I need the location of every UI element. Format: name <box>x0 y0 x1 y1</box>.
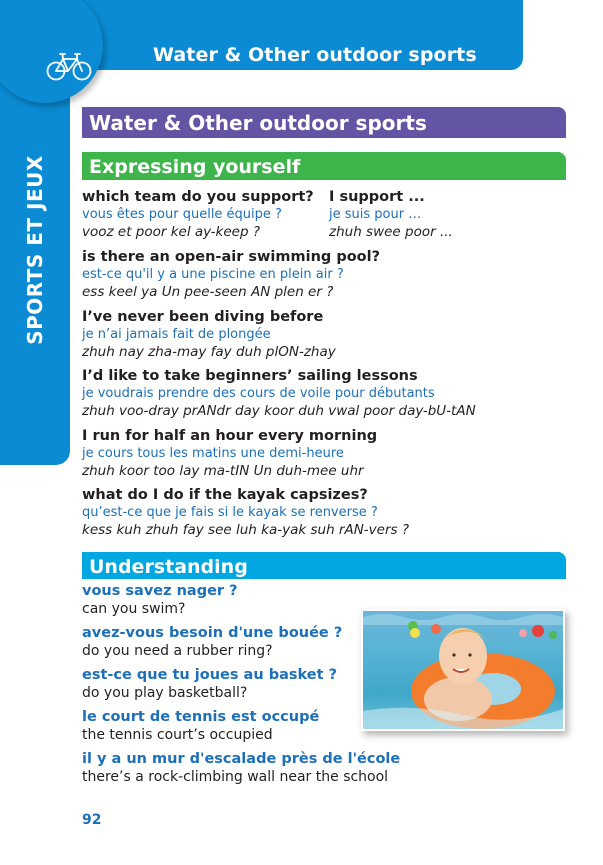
phrase-item <box>82 428 377 480</box>
understanding-english: the tennis court’s occupied <box>82 727 273 743</box>
phrase-phonetic: zhuh swee poor ... <box>329 224 453 240</box>
understanding-french: est-ce que tu joues au basket ? <box>82 667 337 683</box>
phrase-english: which team do you support? <box>82 189 314 205</box>
side-label <box>10 110 60 450</box>
understanding-item <box>82 708 319 744</box>
child-in-ring-illustration <box>363 611 563 729</box>
phrase-phonetic: vooz et poor kel ay-keep ? <box>82 224 260 240</box>
understanding-english: do you play basketball? <box>82 685 248 701</box>
phrase-english: I’d like to take beginners’ sailing lessons <box>82 368 418 384</box>
understanding-english: can you swim? <box>82 601 186 617</box>
phrase-french: vous êtes pour quelle équipe ? <box>82 207 282 222</box>
phrase-english: is there an open-air swimming pool? <box>82 249 381 265</box>
photo-image <box>363 611 563 729</box>
phrase-phonetic: kess kuh zhuh fay see luh ka-yak suh rAN-vers ? <box>82 522 410 538</box>
phrase-french: je voudrais prendre des cours de voile pour débutants <box>82 386 435 401</box>
phrase-item <box>82 487 409 539</box>
phrase-phonetic: zhuh nay zha-may fay duh plON-zhay <box>82 344 336 360</box>
understanding-item <box>82 750 400 786</box>
page-number: 92 <box>82 812 102 828</box>
understanding-french: vous savez nager ? <box>82 583 238 599</box>
phrase-english: I’ve never been diving before <box>82 309 324 325</box>
understanding-english: do you need a rubber ring? <box>82 643 273 659</box>
understanding-english: there’s a rock-climbing wall near the school <box>82 769 389 785</box>
understanding-french: avez-vous besoin d'une bouée ? <box>82 625 343 641</box>
phrase-phonetic: zhuh koor too lay ma-tIN Un duh-mee uhr <box>82 463 364 479</box>
understanding-heading: Understanding <box>82 552 566 579</box>
phrase-french: je n’ai jamais fait de plongée <box>82 327 271 342</box>
phrase-phonetic: ess keel ya Un pee-seen AN plen er ? <box>82 284 334 300</box>
phrase-item <box>82 189 314 241</box>
swimming-photo <box>361 609 565 731</box>
header-title: Water & Other outdoor sports <box>153 44 477 66</box>
phrase-phonetic: zhuh voo-dray prANdr day koor duh vwal poor day-bU-tAN <box>82 403 476 419</box>
understanding-french: le court de tennis est occupé <box>82 709 320 725</box>
phrase-english: I support ... <box>329 189 425 205</box>
phrase-french: est-ce qu'il y a une piscine en plein air ? <box>82 267 344 282</box>
bicycle-icon <box>46 51 92 81</box>
expressing-heading: Expressing yourself <box>82 152 566 180</box>
phrase-french: je cours tous les matins une demi-heure <box>82 446 344 461</box>
phrase-french: je suis pour … <box>329 207 422 222</box>
phrase-english: I run for half an hour every morning <box>82 428 378 444</box>
understanding-french: il y a un mur d'escalade près de l'école <box>82 751 401 767</box>
phrase-item <box>329 189 453 241</box>
understanding-item <box>82 582 238 618</box>
section-title: Water & Other outdoor sports <box>82 107 566 138</box>
understanding-item <box>82 624 342 660</box>
phrase-item <box>82 309 336 361</box>
phrase-item <box>82 249 380 301</box>
phrase-french: qu’est-ce que je fais si le kayak se renverse ? <box>82 505 378 520</box>
phrase-english: what do I do if the kayak capsizes? <box>82 487 368 503</box>
side-label-text: SPORTS ET JEUX <box>23 155 48 345</box>
phrase-item <box>82 368 476 420</box>
understanding-item <box>82 666 337 702</box>
